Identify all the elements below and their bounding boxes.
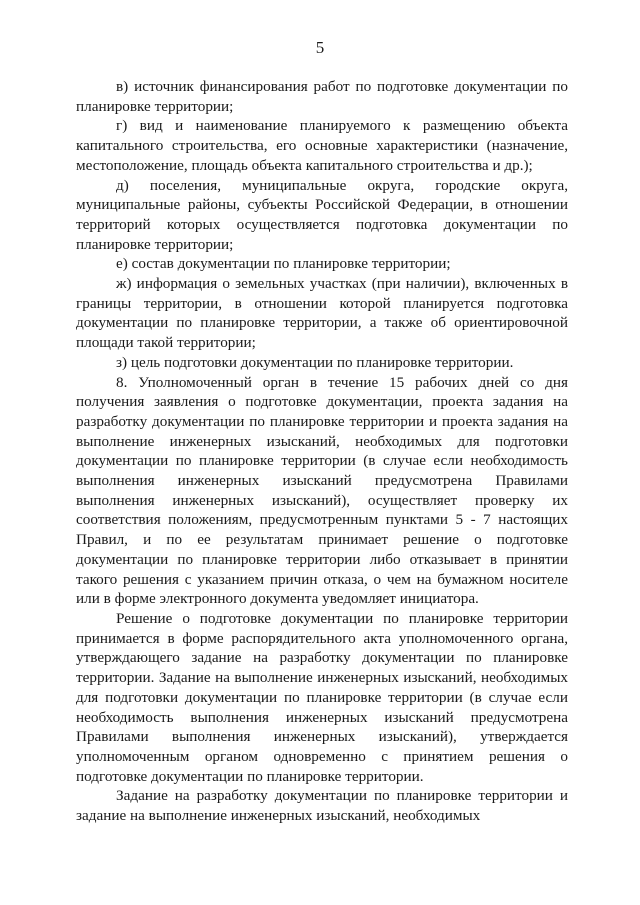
paragraph-item-e: е) состав документации по планировке территории; (116, 255, 451, 273)
paragraph-clause-8: 8. Уполномоченный орган в течение 15 рабочих дней со дня получения заявления о подготовке документации, проекта задания на разработку документации по планировке территории и проекта задания на выполнение инженерных изысканий, необходимых для подготовки документации по планировке территории (в случае если необходимость выполнения инженерных изысканий предусмотрена Правилами выполнения инженерных изысканий), осуществляет проверку их соответствия положениям, предусмотренным пунктами 5 - 7 настоящих Правил, и по ее результатам принимает решение о подготовке документации по планировке территории либо отказывает в принятии такого решения с указанием причин отказа, о чем на бумажном носителе или в форме электронного документа уведомляет инициатора. (76, 373, 568, 608)
document-body (76, 77, 568, 826)
paragraph-item-d: д) поселения, муниципальные округа, городские округа, муниципальные районы, субъекты Российской Федерации, в отношении территорий которых осуществляется подготовка документации по планировке территории; (76, 176, 568, 253)
page-number: 5 (315, 38, 325, 57)
paragraph-task: Задание на разработку документации по планировке территории и задание на выполнение инженерных изысканий, необходимых (76, 787, 568, 825)
paragraph-item-v: в) источник финансирования работ по подготовке документации по планировке территории; (76, 78, 568, 115)
paragraph-item-z: з) цель подготовки документации по планировке территории. (116, 353, 514, 371)
paragraph-item-zh: ж) информация о земельных участках (при наличии), включенных в границы территории, в отношении которой планируется подготовка документации по планировке территории, а также об ориентировочной площади такой территории; (76, 275, 568, 352)
paragraph-decision: Решение о подготовке документации по планировке территории принимается в форме распорядительного акта уполномоченного органа, утверждающего задание на разработку документации по планировке территории. Задание на выполнение инженерных изысканий, необходимых для подготовки документации по планировке территории (в случае если необходимость выполнения инженерных изысканий предусмотрена Правилами выполнения инженерных изысканий), утверждается уполномоченным органом одновременно с принятием решения о подготовке документации по планировке территории. (76, 609, 568, 785)
paragraph-item-g: г) вид и наименование планируемого к размещению объекта капитального строительства, его основные характеристики (назначение, местоположение, площадь объекта капитального строительства и др.); (76, 117, 568, 174)
